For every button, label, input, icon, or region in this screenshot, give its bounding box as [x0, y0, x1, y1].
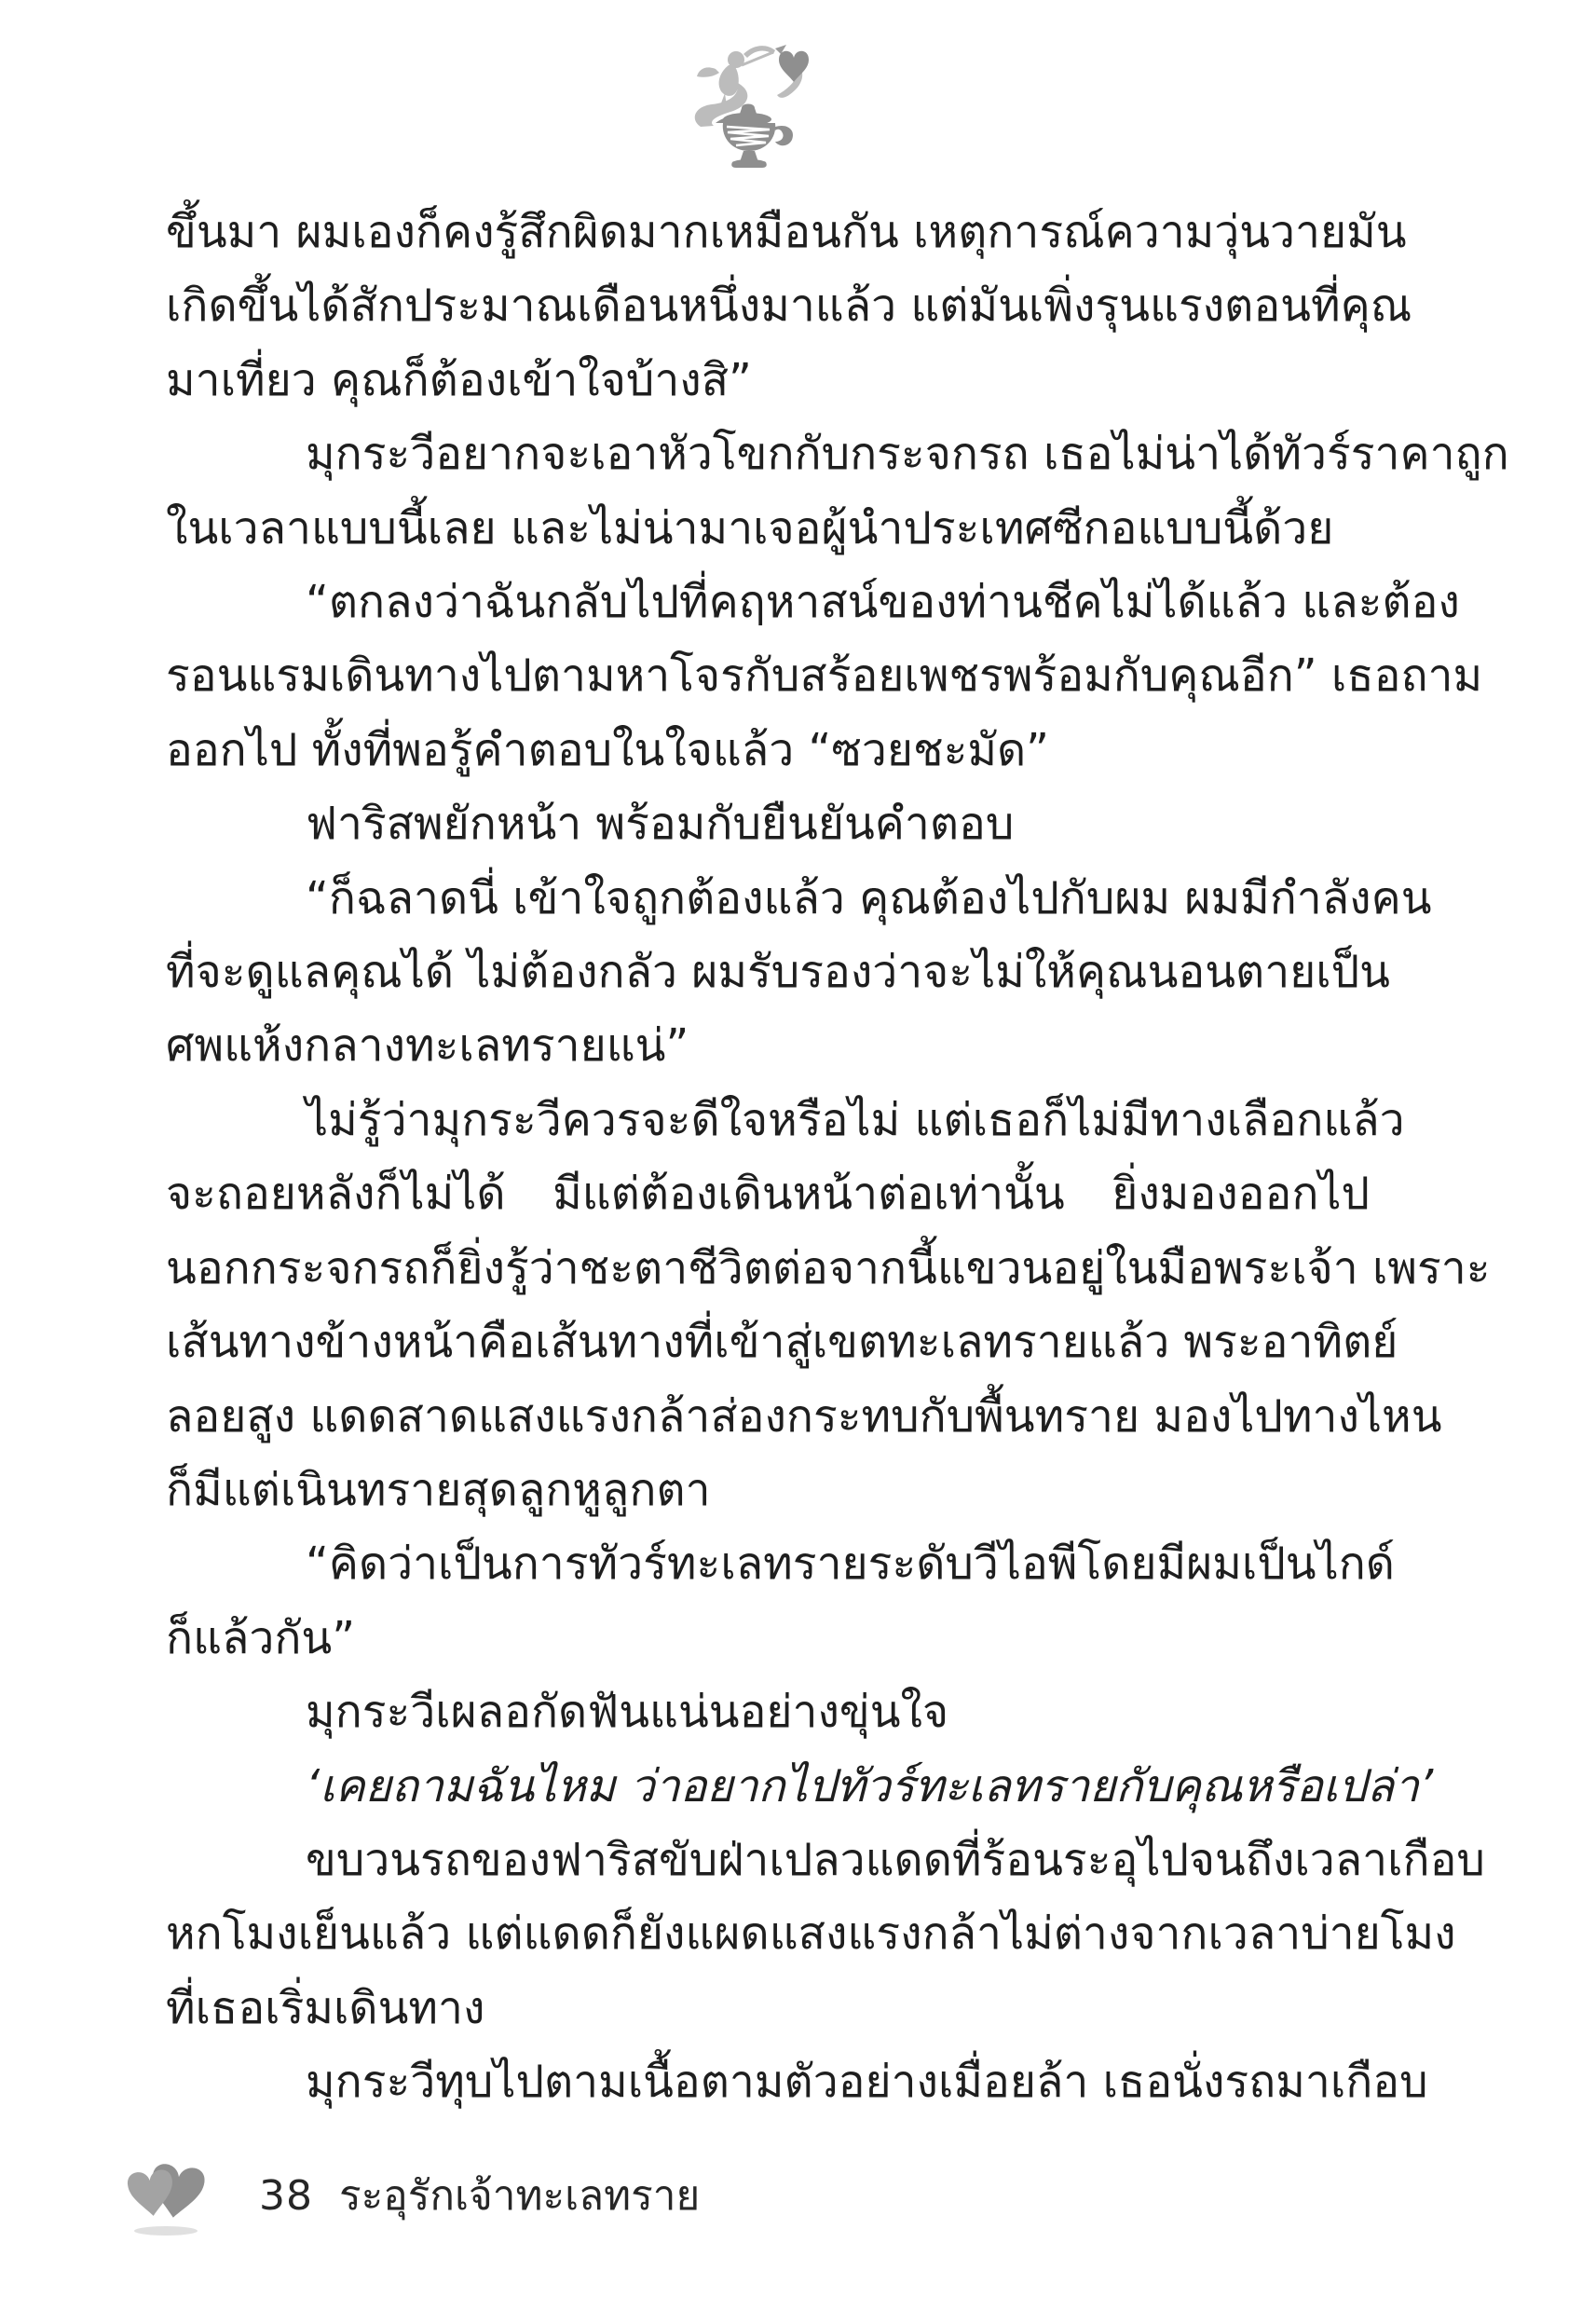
- body-text: [166, 196, 1509, 2120]
- text-line: “คิดว่าเป็นการทัวร์ทะเลทรายระดับวีไอพีโดยมีผมเป็นไกด์: [306, 1538, 1395, 1591]
- text-line: ก็แล้วกัน”: [166, 1611, 356, 1664]
- text-line: ที่เธอเริ่มเดินทาง: [166, 1981, 485, 2034]
- text-line: มุกระวีทุบไปตามเนื้อตามตัวอย่างเมื่อยล้า เธอนั่งรถมาเกือบ: [306, 2056, 1428, 2109]
- text-line: จะถอยหลังก็ไม่ได้ มีแต่ต้องเดินหน้าต่อเท่านั้น ยิ่งมองออกไป: [166, 1168, 1370, 1221]
- text-line: เกิดขึ้นได้สักประมาณเดือนหนึ่งมาแล้ว แต่มันเพิ่งรุนแรงตอนที่คุณ: [166, 280, 1412, 333]
- text-line: มาเที่ยว คุณก็ต้องเข้าใจบ้างสิ”: [166, 353, 752, 406]
- text-line: ‘เคยถามฉันไหม ว่าอยากไปทัวร์ทะเลทรายกับคุณหรือเปล่า’: [306, 1759, 1434, 1812]
- text-line: หกโมงเย็นแล้ว แต่แดดก็ยังแผดแสงแรงกล้าไม่ต่างจากเวลาบ่ายโมง: [166, 1908, 1456, 1961]
- double-hearts-icon: [119, 2153, 216, 2238]
- page-number: 38: [259, 2171, 313, 2220]
- text-line: ขึ้นมา ผมเองก็คงรู้สึกผิดมากเหมือนกัน เหตุการณ์ความวุ่นวายมัน: [166, 206, 1407, 258]
- text-line: นอกกระจกรถก็ยิ่งรู้ว่าชะตาชีวิตต่อจากนี้แขวนอยู่ในมือพระเจ้า เพราะ: [166, 1241, 1491, 1294]
- text-line: ออกไป ทั้งที่พอรู้คำตอบในใจแล้ว “ซวยชะมัด”: [166, 723, 1050, 776]
- text-line: มุกระวีอยากจะเอาหัวโขกกับกระจกรถ เธอไม่น่าได้ทัวร์ราคาถูก: [306, 428, 1509, 481]
- book-title: ระอุรักเจ้าทะเลทราย: [339, 2172, 701, 2220]
- text-line: “ตกลงว่าฉันกลับไปที่คฤหาสน์ของท่านชีคไม่ได้แล้ว และต้อง: [306, 576, 1460, 629]
- heart-icon: [779, 51, 809, 82]
- text-line: ขบวนรถของฟาริสขับฝ่าเปลวแดดที่ร้อนระอุไปจนถึงเวลาเกือบ: [306, 1833, 1485, 1886]
- genie-lamp-cupid-heart-ornament-icon: [688, 37, 818, 177]
- text-line: มุกระวีเผลอกัดฟันแน่นอย่างขุ่นใจ: [306, 1686, 949, 1739]
- text-line: “ก็ฉลาดนี่ เข้าใจถูกต้องแล้ว คุณต้องไปกับผม ผมมีกำลังคน: [306, 871, 1432, 924]
- page-footer: [119, 2153, 700, 2238]
- text-line: ลอยสูง แดดสาดแสงแรงกล้าส่องกระทบกับพื้นทราย มองไปทางไหน: [166, 1389, 1442, 1443]
- text-line: ฟาริสพยักหน้า พร้อมกับยืนยันคำตอบ: [306, 798, 1015, 851]
- text-line: ไม่รู้ว่ามุกระวีควรจะดีใจหรือไม่ แต่เธอก็ไม่มีทางเลือกแล้ว: [306, 1093, 1405, 1146]
- text-line: ก็มีแต่เนินทรายสุดลูกหูลูกตา: [166, 1463, 711, 1516]
- text-line: เส้นทางข้างหน้าคือเส้นทางที่เข้าสู่เขตทะเลทรายแล้ว พระอาทิตย์: [166, 1316, 1398, 1369]
- text-line: ที่จะดูแลคุณได้ ไม่ต้องกลัว ผมรับรองว่าจะไม่ให้คุณนอนตายเป็น: [166, 946, 1390, 999]
- text-line: รอนแรมเดินทางไปตามหาโจรกับสร้อยเพชรพร้อมกับคุณอีก” เธอถาม: [166, 650, 1483, 703]
- genie-lamp: [716, 104, 793, 169]
- text-line: ในเวลาแบบนี้เลย และไม่น่ามาเจอผู้นำประเทศซีกอแบบนี้ด้วย: [166, 501, 1334, 554]
- text-line: ศพแห้งกลางทะเลทรายแน่”: [166, 1019, 689, 1073]
